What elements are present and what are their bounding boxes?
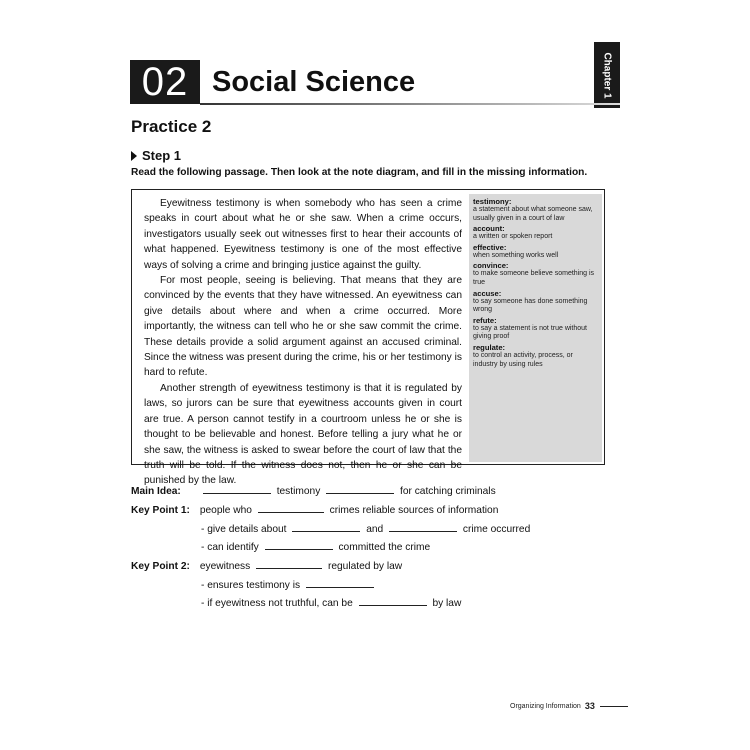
glossary-definition: to say someone has done something wrong	[473, 297, 588, 314]
answer-blank[interactable]	[258, 503, 324, 513]
chapter-tab-label: Chapter 1	[601, 51, 613, 99]
answer-blank[interactable]	[359, 596, 427, 606]
note-text: for catching criminals	[399, 486, 496, 497]
note-text: - can identify	[201, 542, 259, 553]
note-text: committed the crime	[338, 542, 431, 553]
note-text: crimes reliable sources of information	[329, 505, 499, 516]
key-point-2-row	[131, 559, 402, 572]
glossary-term: testimony:	[473, 197, 512, 206]
step-heading	[131, 148, 181, 163]
practice-heading: Practice 2	[131, 117, 212, 136]
main-idea-label: Main Idea:	[131, 486, 181, 497]
glossary-definition: when something works well	[473, 251, 559, 259]
glossary-definition: a written or spoken report	[473, 233, 553, 241]
note-text: - ensures testimony is	[201, 580, 301, 591]
note-text: eyewitness	[199, 561, 251, 572]
glossary-item	[473, 197, 598, 223]
glossary-item	[473, 289, 598, 315]
note-text: and	[366, 524, 384, 535]
answer-blank[interactable]	[306, 578, 374, 588]
page-number: 33	[584, 701, 595, 711]
glossary-term: refute:	[473, 315, 497, 325]
passage	[144, 196, 462, 489]
answer-blank[interactable]	[292, 522, 360, 532]
unit-number: 02	[130, 60, 200, 104]
glossary-definition: to make someone believe something is true	[473, 270, 595, 286]
key-point-1-detail-b	[201, 540, 430, 553]
unit-title: Social Science	[212, 66, 416, 98]
glossary-term: regulate:	[473, 342, 506, 352]
key-point-1-detail-a	[201, 522, 530, 535]
main-idea-row	[131, 484, 496, 497]
answer-blank[interactable]	[326, 484, 394, 494]
glossary-term: effective:	[473, 242, 507, 252]
key-point-2-detail-b	[201, 596, 461, 609]
answer-blank[interactable]	[265, 540, 333, 550]
glossary-term: account:	[473, 224, 505, 234]
triangle-bullet-icon	[131, 151, 137, 161]
note-text: people who	[199, 505, 252, 516]
glossary-item	[473, 316, 598, 342]
key-point-1-label: Key Point 1:	[131, 505, 190, 516]
key-point-2-detail-a	[201, 578, 377, 591]
glossary-term: convince:	[473, 261, 509, 271]
passage-paragraph: Another strength of eyewitness testimony is that it is regulated by laws, so jurors can be sure that eyewitness accounts given in court are true. A person cannot testify in a courtroom unless he or she is thought to be believable and honest. Before telling a jury what he or she saw, the witness is asked to swear before the court of law that the truth will be told. If the witness does not, then he or she can be punished by the law.	[144, 382, 462, 487]
answer-blank[interactable]	[256, 559, 322, 569]
glossary-definition: a statement about what someone saw, usually given in a court of law	[473, 206, 593, 222]
title-rule	[200, 103, 620, 105]
note-text: testimony	[276, 486, 321, 497]
glossary-term: accuse:	[473, 288, 502, 298]
instruction: Read the following passage. Then look at the note diagram, and fill in the missing information.	[131, 167, 588, 178]
key-point-2-label: Key Point 2:	[131, 561, 190, 572]
glossary-item	[473, 243, 598, 261]
step-label: Step 1	[142, 148, 182, 163]
note-text: - give details about	[201, 524, 287, 535]
glossary-item	[473, 261, 598, 287]
footer-rule	[600, 706, 628, 707]
answer-blank[interactable]	[203, 484, 271, 494]
note-text: by law	[432, 598, 462, 609]
passage-paragraph: For most people, seeing is believing. That means that they are convinced by the events that they have witnessed. An eyewitness can give details about where and when a crime occurred. More importantly, the witness can tell who he or she saw commit the crime. These details provide a solid argument against an accused criminal. Since the witness was present during the crime, his or her testimony is hard to refute.	[144, 275, 462, 379]
chapter-tab	[594, 42, 620, 108]
key-point-1-row	[131, 503, 498, 516]
note-text: crime occurred	[462, 524, 531, 535]
passage-box	[131, 189, 605, 487]
note-text: - if eyewitness not truthful, can be	[201, 598, 353, 609]
footer-section: Organizing Information	[510, 702, 581, 710]
glossary-item	[473, 343, 598, 369]
note-text: regulated by law	[327, 561, 403, 572]
page-footer	[510, 701, 628, 711]
glossary-definition: to say a statement is not true without giving proof	[473, 324, 588, 341]
glossary-item	[473, 224, 598, 242]
glossary	[469, 194, 602, 462]
passage-paragraph: Eyewitness testimony is when somebody who has seen a crime speaks in court about what he or she saw. When a crime occurs, investigators usually seek out witnesses first to hear their accounts of what happened. Eyewitness testimony is one of the most effective ways of solving a crime and bringing justice against the guilty.	[144, 198, 462, 271]
answer-blank[interactable]	[389, 522, 457, 532]
glossary-definition: to control an activity, process, or industry by using rules	[473, 351, 573, 368]
